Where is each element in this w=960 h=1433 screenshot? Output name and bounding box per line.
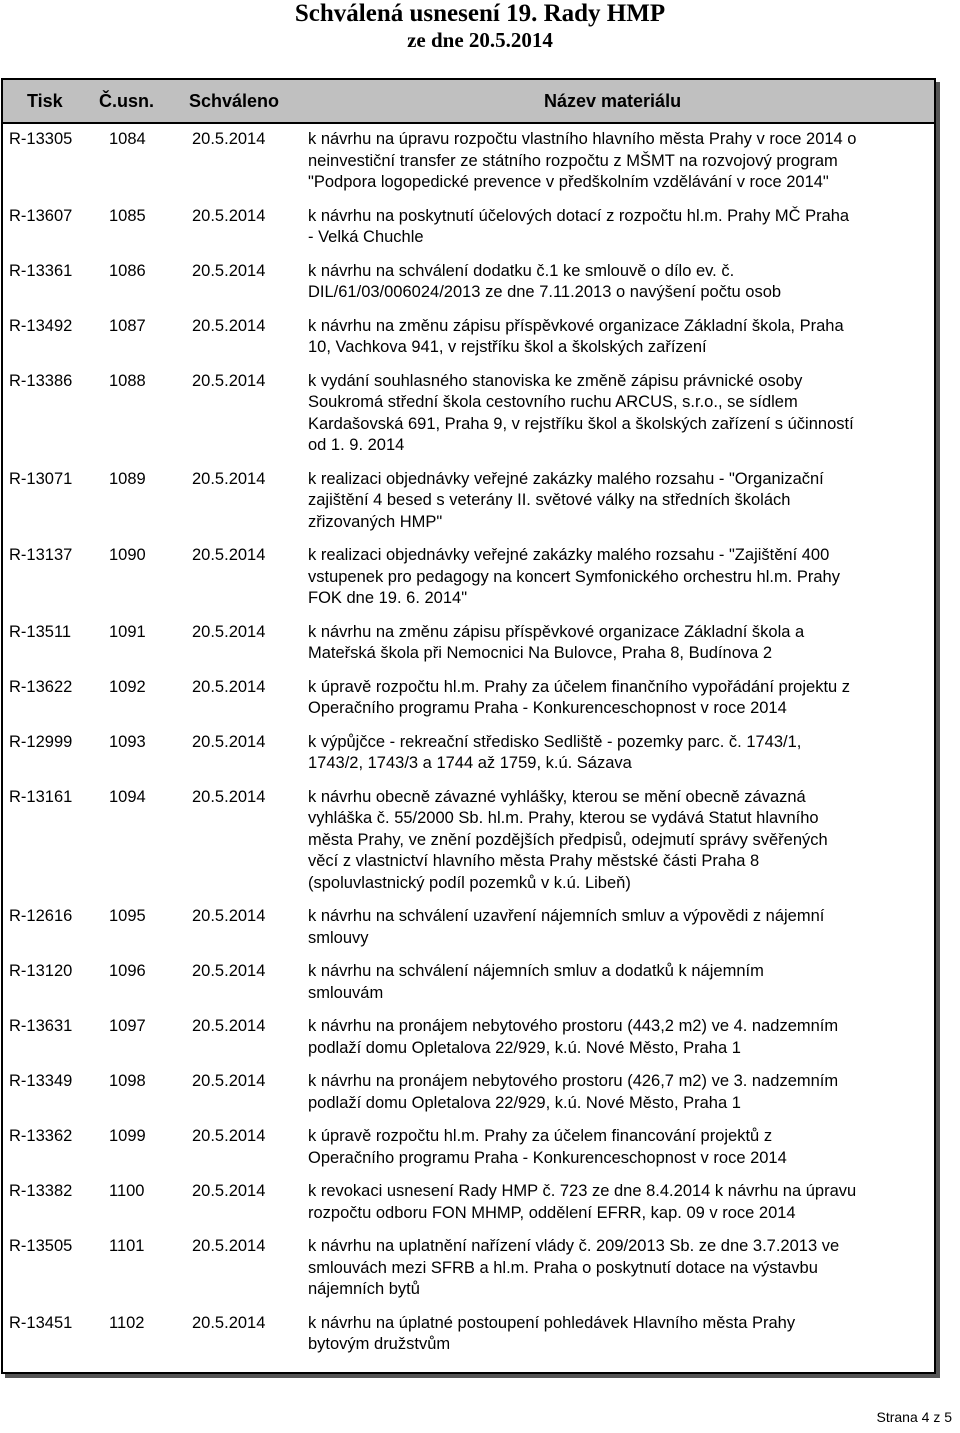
- cell-nazev: k návrhu na poskytnutí účelových dotací z rozpočtu hl.m. Prahy MČ Praha - Velká Chuchle: [308, 206, 850, 246]
- cell-usneseni: 1097: [109, 1017, 146, 1035]
- cell-usneseni: 1098: [109, 1072, 146, 1090]
- cell-schvaleno: 20.5.2014: [192, 1072, 266, 1090]
- cell-tisk: R-13361: [9, 261, 73, 280]
- cell-schvaleno: 20.5.2014: [192, 1017, 266, 1035]
- cell-tisk: R-13622: [9, 677, 73, 696]
- cell-tisk: R-13511: [9, 622, 72, 641]
- table-header: [3, 80, 934, 124]
- table-row: [3, 261, 934, 304]
- column-header-nazev: Název materiálu: [544, 91, 682, 111]
- cell-tisk: R-13137: [9, 546, 73, 564]
- cell-nazev: k návrhu na uplatnění nařízení vlády č. 209/2013 Sb. ze dne 3.7.2013 ve smlouvách mezi SFRB a hl.m. Praha o poskytnutí dotace na výstavbu nájemních bytů: [308, 1237, 840, 1298]
- cell-usneseni: 1096: [109, 962, 146, 980]
- cell-schvaleno: 20.5.2014: [192, 371, 266, 390]
- table-body: [3, 129, 934, 1368]
- cell-usneseni: 1102: [109, 1313, 145, 1332]
- table-row: [3, 732, 934, 775]
- cell-usneseni: 1101: [109, 1237, 145, 1255]
- column-header-usneseni: Č.usn.: [99, 91, 155, 111]
- table-row: [3, 206, 934, 249]
- cell-usneseni: 1092: [109, 677, 146, 696]
- page-title: Schválená usnesení 19. Rady HMP: [294, 0, 666, 27]
- cell-usneseni: 1085: [109, 206, 146, 225]
- cell-nazev: k návrhu na schválení dodatku č.1 ke smlouvě o dílo ev. č. DIL/61/03/006024/2013 ze dne 7.11.2013 o navýšení počtu osob: [308, 261, 782, 301]
- cell-tisk: R-13161: [9, 787, 73, 806]
- cell-nazev: k návrhu na změnu zápisu příspěvkové organizace Základní škola a Mateřská škola při Nemocnici Na Bulovce, Praha 8, Budínova 2: [308, 622, 805, 662]
- table-row: [3, 316, 934, 359]
- cell-usneseni: 1095: [109, 907, 146, 925]
- cell-nazev: k úpravě rozpočtu hl.m. Prahy za účelem financování projektů z Operačního programu Praha - Konkurenceschopnost v roce 2014: [308, 1127, 787, 1167]
- cell-nazev: k návrhu na pronájem nebytového prostoru (426,7 m2) ve 3. nadzemním podlaží domu Opletalova 22/929, k.ú. Nové Město, Praha 1: [308, 1072, 839, 1112]
- cell-tisk: R-13492: [9, 316, 73, 335]
- cell-usneseni: 1089: [109, 469, 146, 488]
- cell-schvaleno: 20.5.2014: [192, 787, 266, 806]
- cell-usneseni: 1099: [109, 1127, 146, 1145]
- cell-nazev: k návrhu na změnu zápisu příspěvkové organizace Základní škola, Praha 10, Vachkova 941, v rejstříku škol a školských zařízení: [308, 316, 844, 356]
- table-row: [3, 906, 934, 949]
- cell-schvaleno: 20.5.2014: [192, 622, 266, 641]
- cell-nazev: k návrhu na schválení nájemních smluv a dodatků k nájemním smlouvám: [308, 962, 764, 1002]
- cell-tisk: R-13505: [9, 1237, 73, 1255]
- table-row: [3, 622, 934, 665]
- table-row: [3, 677, 934, 720]
- cell-nazev: k revokaci usnesení Rady HMP č. 723 ze dne 8.4.2014 k návrhu na úpravu rozpočtu odboru FON MHMP, oddělení EFRR, kap. 09 v roce 2014: [308, 1182, 857, 1222]
- cell-nazev: k návrhu na schválení uzavření nájemních smluv a výpovědi z nájemní smlouvy: [308, 907, 825, 947]
- table-row: [3, 961, 934, 1004]
- cell-schvaleno: 20.5.2014: [192, 1237, 266, 1255]
- cell-nazev: k návrhu na úplatné postoupení pohledávek Hlavního města Prahy bytovým družstvům: [308, 1313, 796, 1353]
- cell-usneseni: 1084: [109, 130, 146, 148]
- cell-nazev: k návrhu na pronájem nebytového prostoru (443,2 m2) ve 4. nadzemním podlaží domu Opletalova 22/929, k.ú. Nové Město, Praha 1: [308, 1017, 839, 1057]
- cell-schvaleno: 20.5.2014: [192, 546, 266, 564]
- cell-nazev: k návrhu obecně závazné vyhlášky, kterou se mění obecně závazná vyhláška č. 55/2000 Sb. hl.m. Prahy, kterou se vydává Statut hlavního města Prahy, ve znění pozdějších předpisů, odejmutí správy svěřených věcí z vlastnictví hlavního města Prahy městské části Praha 8 (spoluvlastnický podíl pozemků v k.ú. Libeň): [308, 787, 828, 892]
- cell-tisk: R-13451: [9, 1313, 73, 1332]
- cell-schvaleno: 20.5.2014: [192, 1313, 266, 1332]
- cell-tisk: R-13120: [9, 962, 73, 980]
- cell-tisk: R-13382: [9, 1182, 73, 1200]
- page-subtitle: ze dne 20.5.2014: [407, 28, 553, 52]
- cell-usneseni: 1087: [109, 316, 146, 335]
- cell-schvaleno: 20.5.2014: [192, 1182, 266, 1200]
- cell-tisk: R-13631: [9, 1017, 73, 1035]
- cell-tisk: R-13386: [9, 371, 73, 390]
- column-header-schvaleno: Schváleno: [189, 91, 280, 111]
- cell-schvaleno: 20.5.2014: [192, 677, 266, 696]
- resolutions-table: [1, 78, 936, 1374]
- table-row: [3, 469, 934, 534]
- table-row: [3, 371, 934, 457]
- cell-usneseni: 1088: [109, 371, 146, 390]
- table-row: [3, 787, 934, 895]
- page-number: Strana 4 z 5: [876, 1409, 952, 1425]
- cell-schvaleno: 20.5.2014: [192, 261, 266, 280]
- cell-schvaleno: 20.5.2014: [192, 469, 266, 488]
- cell-schvaleno: 20.5.2014: [192, 316, 266, 335]
- table-row: [3, 1181, 934, 1224]
- column-header-tisk: Tisk: [27, 91, 63, 111]
- table-row: [3, 129, 934, 194]
- cell-usneseni: 1090: [109, 546, 146, 564]
- cell-usneseni: 1094: [109, 787, 146, 806]
- cell-nazev: k realizaci objednávky veřejné zakázky malého rozsahu - "Zajištění 400 vstupenek pro pedagogy na koncert Symfonického orchestru hl.m. Prahy FOK dne 19. 6. 2014": [308, 546, 840, 607]
- cell-nazev: k vydání souhlasného stanoviska ke změně zápisu právnické osoby Soukromá střední škola cestovního ruchu ARCUS, s.r.o., se sídlem Kardašovská 691, Praha 9, v rejstříku škol a školských zařízení s účinností od 1. 9. 2014: [308, 371, 854, 454]
- cell-tisk: R-13362: [9, 1127, 73, 1145]
- cell-nazev: k úpravě rozpočtu hl.m. Prahy za účelem finančního vypořádání projektu z Operačního programu Praha - Konkurenceschopnost v roce 2014: [308, 677, 851, 717]
- table-row: [3, 1071, 934, 1114]
- cell-schvaleno: 20.5.2014: [192, 206, 266, 225]
- cell-usneseni: 1091: [109, 622, 146, 641]
- cell-schvaleno: 20.5.2014: [192, 130, 266, 148]
- cell-usneseni: 1100: [109, 1182, 145, 1200]
- cell-tisk: R-12616: [9, 907, 73, 925]
- cell-tisk: R-12999: [9, 732, 73, 751]
- table-row: [3, 1126, 934, 1169]
- cell-schvaleno: 20.5.2014: [192, 732, 266, 751]
- table-row: [3, 1016, 934, 1059]
- cell-schvaleno: 20.5.2014: [192, 907, 266, 925]
- cell-usneseni: 1093: [109, 732, 146, 751]
- cell-nazev: k realizaci objednávky veřejné zakázky malého rozsahu - "Organizační zajištění 4 besed s veterány II. světové války na středních školách zřizovaných HMP": [308, 469, 824, 531]
- cell-schvaleno: 20.5.2014: [192, 962, 266, 980]
- cell-schvaleno: 20.5.2014: [192, 1127, 266, 1145]
- cell-tisk: R-13349: [9, 1072, 73, 1090]
- cell-usneseni: 1086: [109, 261, 146, 280]
- cell-tisk: R-13607: [9, 206, 73, 225]
- table-row: [3, 1313, 934, 1356]
- table-row: [3, 545, 934, 610]
- table-row: [3, 1236, 934, 1301]
- cell-tisk: R-13305: [9, 130, 73, 148]
- cell-nazev: k výpůjčce - rekreační středisko Sedliště - pozemky parc. č. 1743/1, 1743/2, 1743/3 a 1744 až 1759, k.ú. Sázava: [308, 732, 802, 772]
- cell-nazev: k návrhu na úpravu rozpočtu vlastního hlavního města Prahy v roce 2014 o neinvestiční transfer ze státního rozpočtu z MŠMT na rozvojový program "Podpora logopedické prevence v předškolním vzdělávání v roce 2014": [308, 130, 857, 191]
- cell-tisk: R-13071: [9, 469, 73, 488]
